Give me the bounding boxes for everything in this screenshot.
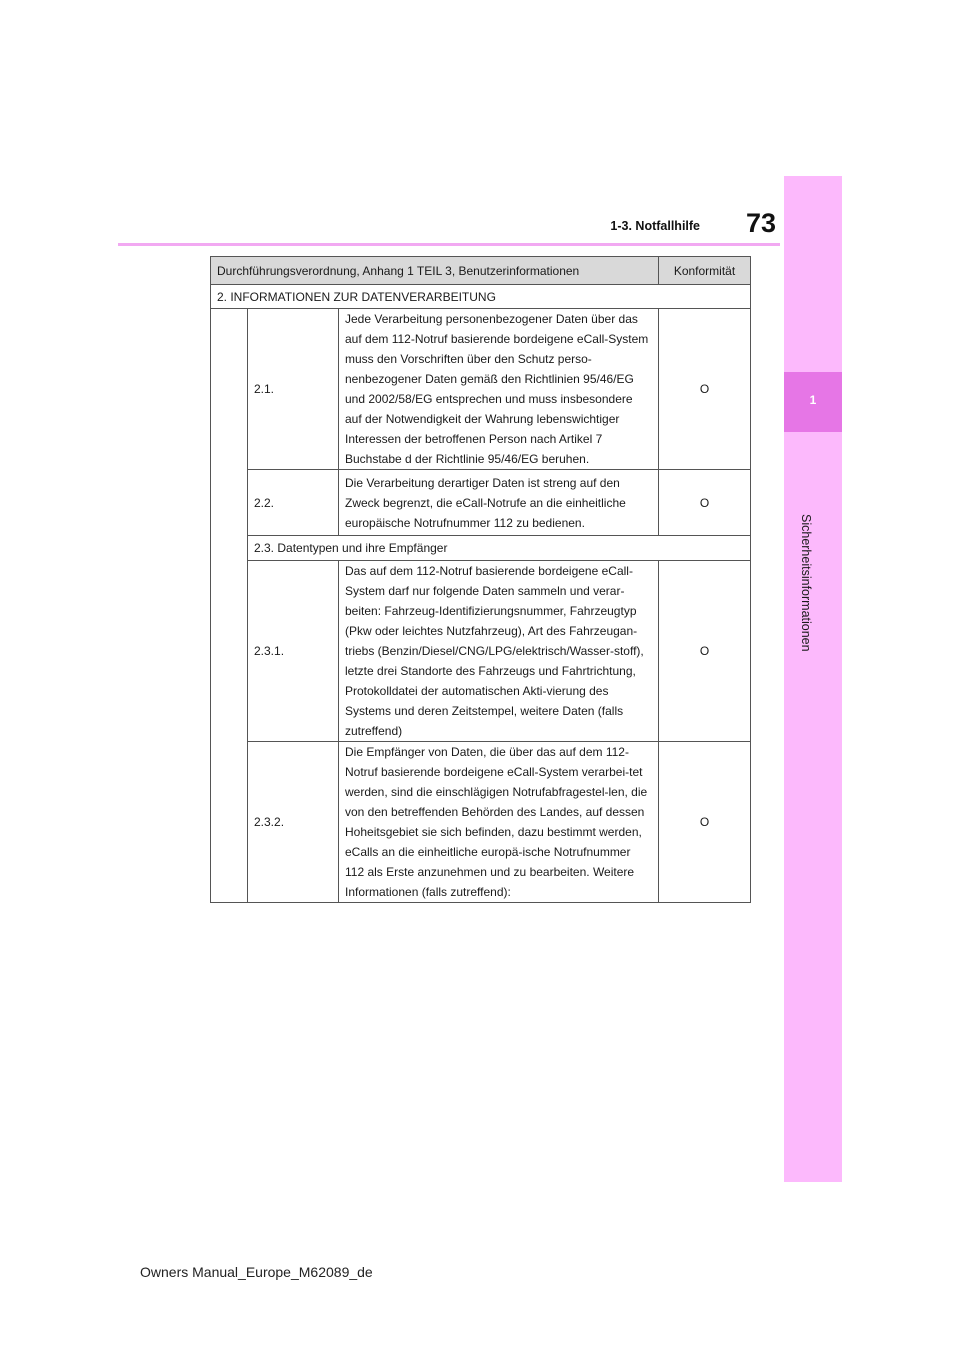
chapter-side-tab [784,176,842,1182]
header-conformity: Konformität [659,257,751,285]
row-number: 2.1. [248,309,339,470]
chapter-number: 1 [809,393,817,407]
row-number: 2.3.1. [248,561,339,742]
table-header-row [211,257,751,285]
header-regulation: Durchführungsverordnung, Anhang 1 TEIL 3, Benutzerinformationen [211,257,659,285]
subsection-heading: 2.3. Datentypen und ihre Empfänger [248,536,751,561]
page-number: 73 [745,208,776,238]
header-divider [118,243,780,246]
row-number: 2.2. [248,470,339,536]
row-conformity: O [659,470,751,536]
row-text: Jede Verarbeitung personenbezogener Daten über das auf dem 112-Notruf basierende bordeigene eCall-System muss den Vorschriften über den Schutz perso-nenbezogener Daten gemäß den Richtlinien 95/46/EG und 2002/58/EG entsprechen und muss insbesondere auf der Notwendigkeit der Wahrung lebenswichtiger Interessen der betroffenen Person nach Artikel 7 Buchstabe d der Richtlinie 95/46/EG beruhen. [339,309,659,470]
indent-cell [211,309,248,903]
table-row [211,561,751,742]
row-conformity: O [659,742,751,903]
row-text: Das auf dem 112-Notruf basierende bordeigene eCall-System darf nur folgende Daten sammeln und verar-beiten: Fahrzeug-Identifizierungsnummer, Fahrzeugtyp (Pkw oder leichtes Nutzfahrzeug), Art des Fahrzeugan-triebs (Benzin/Diesel/CNG/LPG/elektrisch/Wasser-stoff), letzte drei Standorte des Fahrzeugs und Fahrtrichtung, Protokolldatei der automatischen Akti-vierung des Systems und deren Zeitstempel, weitere Daten (falls zutreffend) [339,561,659,742]
section-heading: 2. INFORMATIONEN ZUR DATENVERARBEITUNG [211,285,751,309]
section-row [211,285,751,309]
table-row [211,309,751,470]
chapter-title: Sicherheitsinformationen [799,514,813,652]
requirements-table [210,256,751,903]
row-number: 2.3.2. [248,742,339,903]
row-conformity: O [659,309,751,470]
row-conformity: O [659,561,751,742]
row-text: Die Verarbeitung derartiger Daten ist streng auf den Zweck begrenzt, die eCall-Notrufe an die einheitliche europäische Notrufnummer 112 zu bedienen. [339,470,659,536]
table-row [211,742,751,903]
footer-document-id: Owners Manual_Europe_M62089_de [140,1264,373,1280]
section-title: 1-3. Notfallhilfe [610,219,700,233]
subsection-row [211,536,751,561]
row-text: Die Empfänger von Daten, die über das auf dem 112-Notruf basierende bordeigene eCall-System verarbei-tet werden, sind die einschlägigen Notrufabfragestel-len, die von den betreffenden Behörden des Landes, auf dessen Hoheitsgebiet sie sich befinden, dazu bestimmt werden, eCalls an die einheitliche europä-ische Notrufnummer 112 als Erste anzunehmen und zu bearbeiten. Weitere Informationen (falls zutreffend): [339,742,659,903]
table-row [211,470,751,536]
